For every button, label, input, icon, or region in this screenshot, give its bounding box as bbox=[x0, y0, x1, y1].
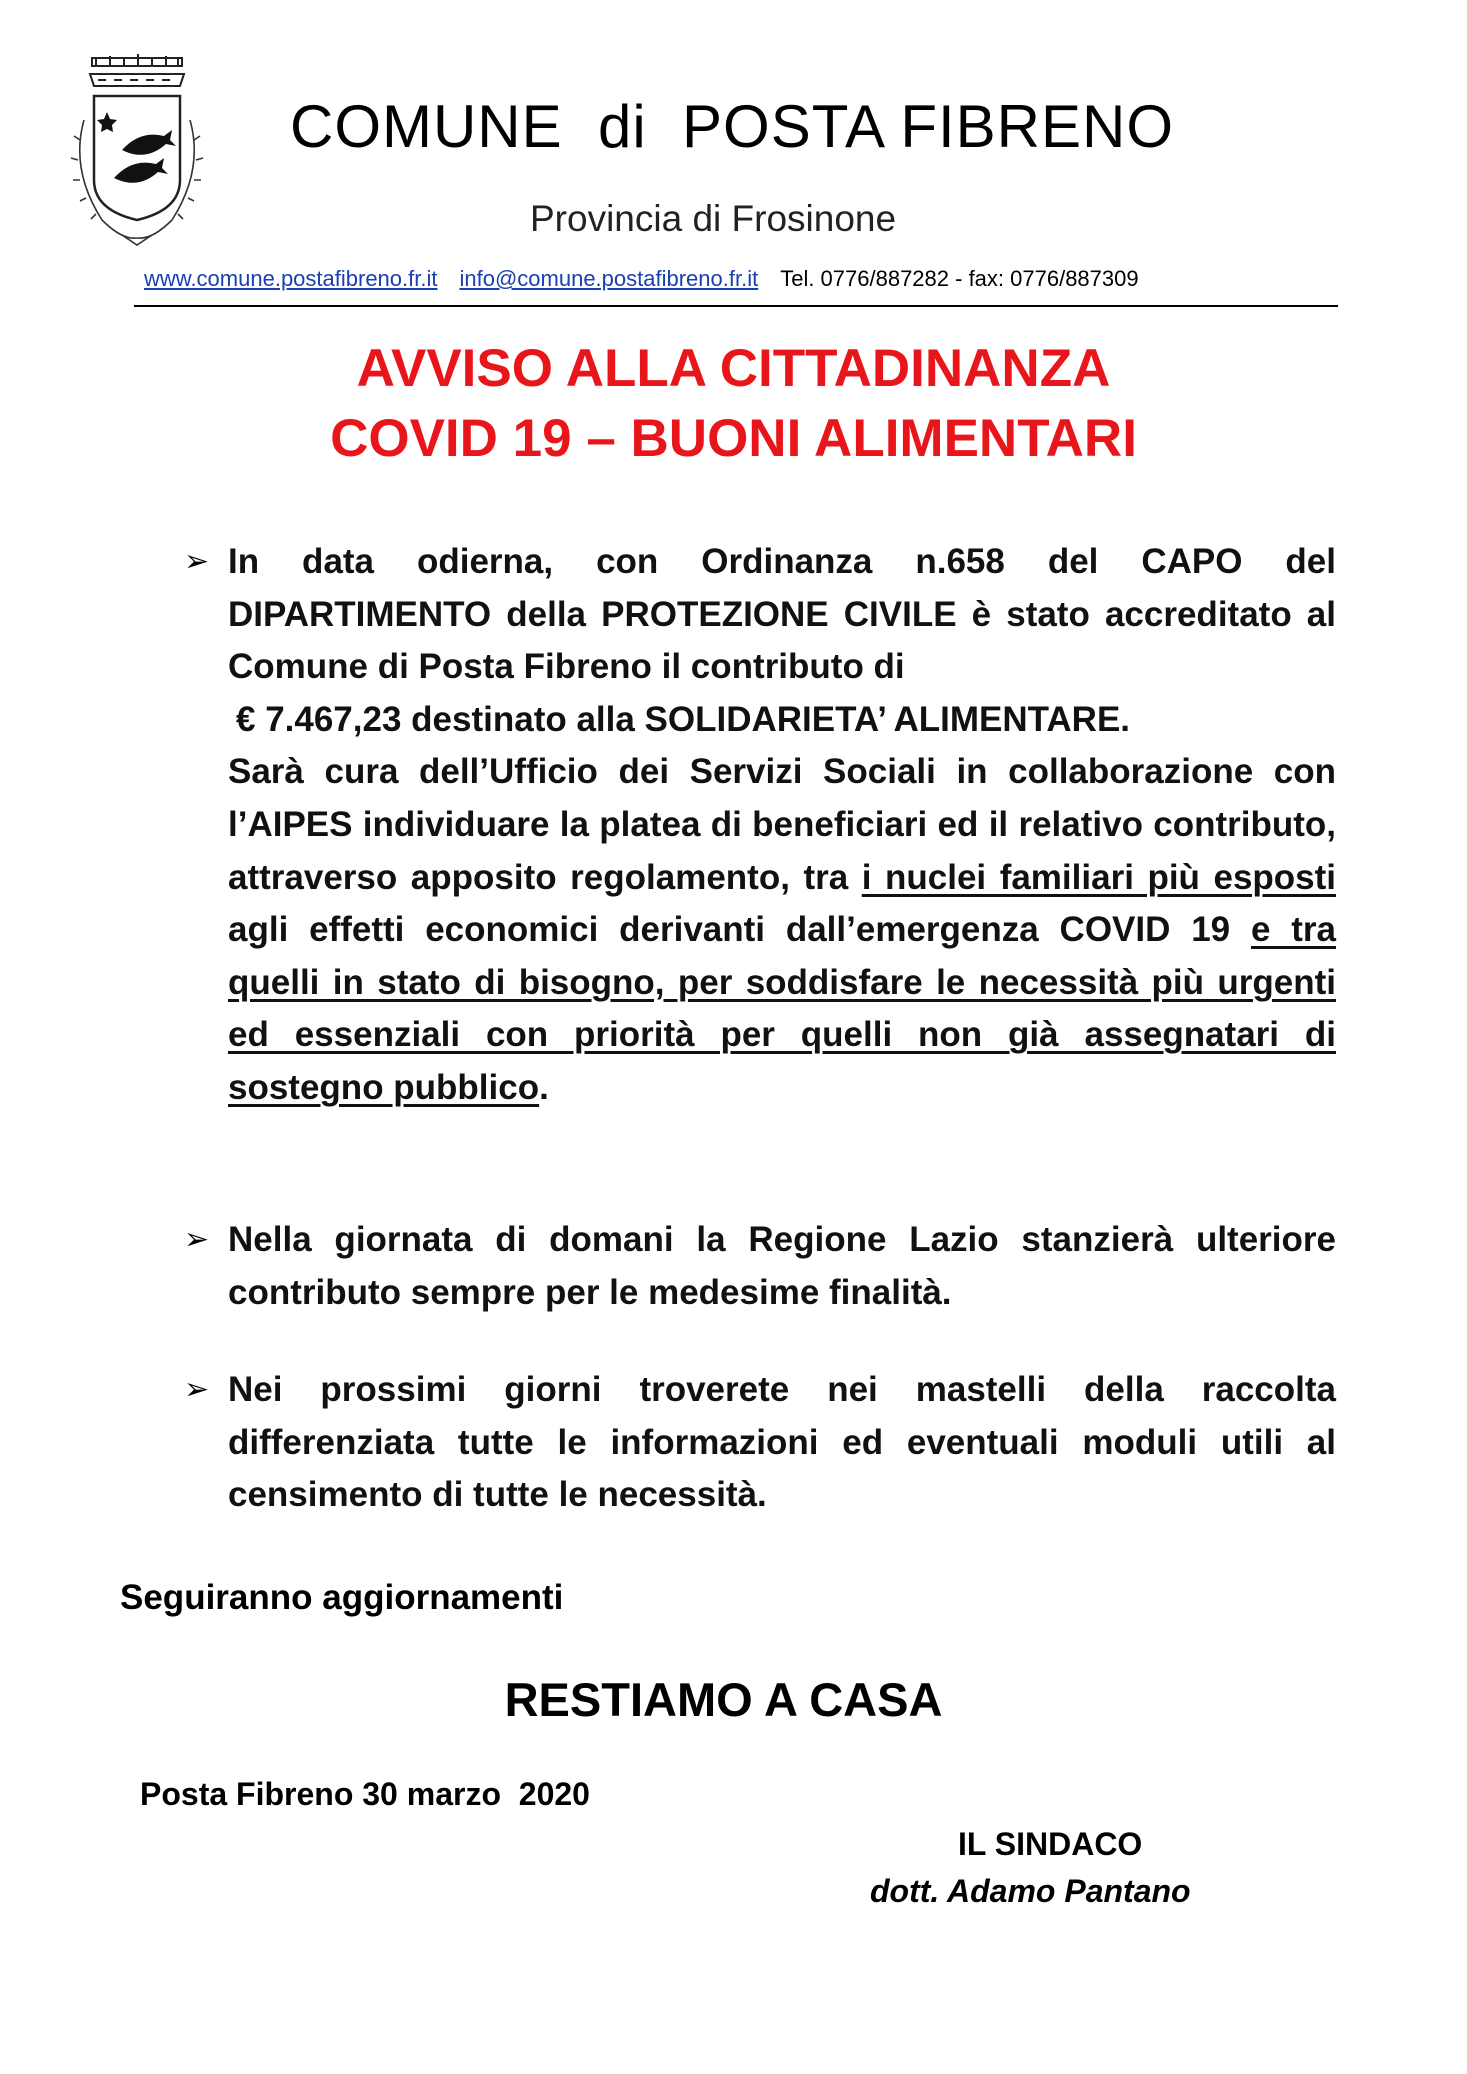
bullet-1-underlined-2: e tra quelli in stato di bisogno, per soddisfare le necessità più urgenti ed essenziali con priorità per quelli non già assegnatari di sostegno pubblico bbox=[228, 910, 1336, 1107]
notice-headline: AVVISO ALLA CITTADINANZA bbox=[356, 339, 1111, 398]
bullet-paragraph-2: Nella giornata di domani la Regione Lazio stanzierà ulteriore contributo sempre per le medesime finalità. bbox=[228, 1220, 1336, 1312]
signer-name: dott. Adamo Pantano bbox=[870, 1873, 1191, 1909]
bullet-1-body: Sarà cura dell’Ufficio dei Servizi Sociali in collaborazione con l’AIPES individuare la platea di beneficiari ed il relativo contributo, attraverso apposito regolamento, tra bbox=[228, 752, 1336, 897]
stay-home-slogan: RESTIAMO A CASA bbox=[504, 1673, 943, 1726]
bullet-paragraph-1 bbox=[228, 536, 1336, 1115]
place-and-date: Posta Fibreno 30 marzo 2020 bbox=[140, 1776, 590, 1812]
bullet-1-body-2: agli effetti economici derivanti dall’emergenza COVID 19 bbox=[228, 910, 1251, 950]
phone-fax-text: Tel. 0776/887282 - fax: 0776/887309 bbox=[780, 266, 1139, 291]
email-link[interactable]: info@comune.postafibreno.fr.it bbox=[459, 266, 759, 291]
contact-line bbox=[144, 266, 1334, 292]
bullet-arrow-icon: ➢ bbox=[184, 545, 210, 578]
bullet-1-end: . bbox=[539, 1067, 549, 1107]
notice-subheadline: COVID 19 – BUONI ALIMENTARI bbox=[330, 409, 1137, 468]
signer-title: IL SINDACO bbox=[958, 1826, 1143, 1862]
bullet-1-amount: € 7.467,23 destinato alla SOLIDARIETA’ ALIMENTARE. bbox=[236, 699, 1131, 739]
website-link[interactable]: www.comune.postafibreno.fr.it bbox=[144, 266, 438, 291]
bullet-1-intro: In data odierna, con Ordinanza n.658 del CAPO del DIPARTIMENTO della PROTEZIONE CIVILE è stato accreditato al Comune di Posta Fibreno il contributo di bbox=[228, 542, 1336, 687]
bullet-arrow-icon: ➢ bbox=[184, 1223, 210, 1256]
header-divider bbox=[134, 305, 1338, 307]
bullet-paragraph-3: Nei prossimi giorni troverete nei mastelli della raccolta differenziata tutte le informazioni ed eventuali moduli utili al censimento di tutte le necessità. bbox=[228, 1370, 1336, 1515]
bullet-arrow-icon: ➢ bbox=[184, 1373, 210, 1406]
province-subtitle: Provincia di Frosinone bbox=[530, 198, 897, 239]
municipal-crest-icon bbox=[62, 50, 212, 250]
updates-note: Seguiranno aggiornamenti bbox=[120, 1578, 564, 1617]
bullet-1-underlined-1: i nuclei familiari più esposti bbox=[861, 857, 1337, 897]
municipality-title: COMUNE di POSTA FIBRENO bbox=[290, 93, 1175, 160]
